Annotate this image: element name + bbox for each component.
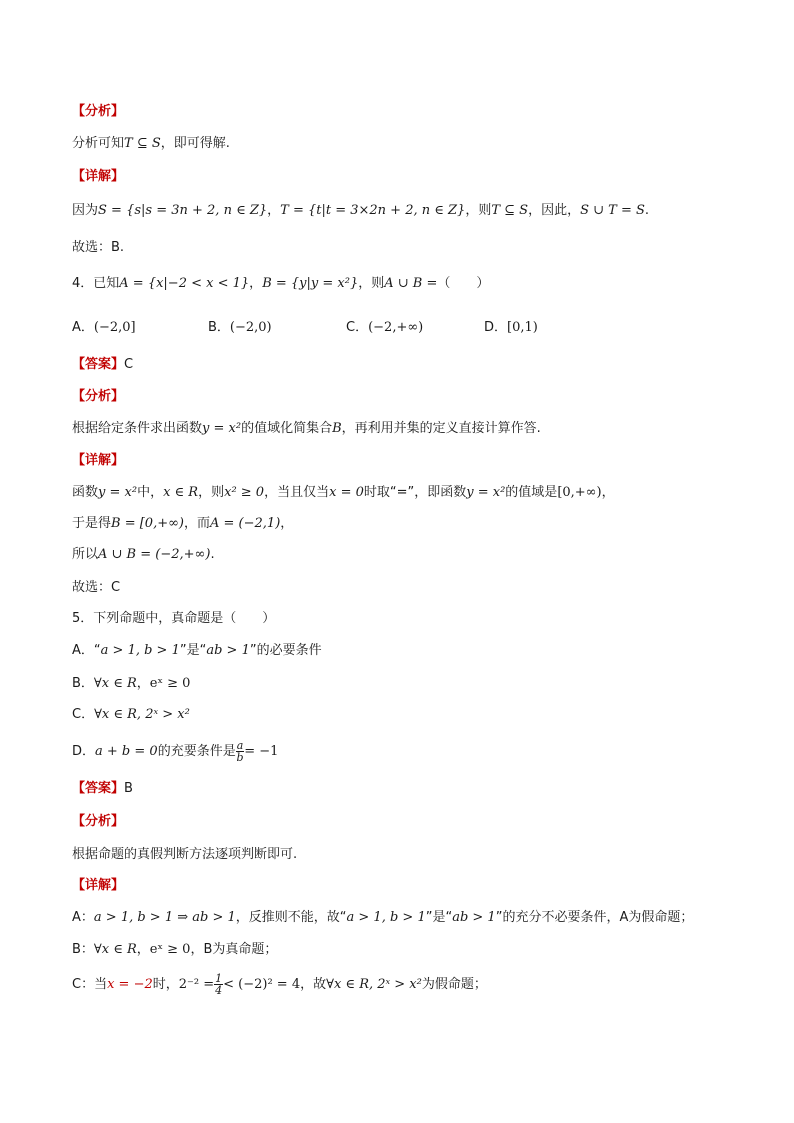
- q4-detail-line2: [72, 514, 293, 534]
- math: y = x²: [466, 485, 506, 500]
- math: x = 0: [329, 485, 364, 500]
- text: ，当且仅当: [264, 485, 330, 500]
- math: ∀x ∈ R, 2ˣ > x²: [326, 977, 422, 992]
- option-label: C．: [72, 707, 95, 722]
- q5-stem: 5．下列命题中，真命题是（ ）: [72, 611, 276, 626]
- numerator: a: [236, 739, 244, 752]
- math: T ⊆ S: [124, 136, 161, 151]
- q4-answer: [72, 355, 133, 375]
- text: ，则: [465, 203, 492, 218]
- option-label: D．: [484, 320, 508, 335]
- text: 所以: [72, 547, 99, 562]
- answer-tag: 【答案】: [72, 357, 125, 372]
- analysis-tag: 【分析】: [72, 104, 125, 119]
- text: （ ）: [437, 276, 490, 291]
- q5-detail-c: [72, 972, 487, 998]
- math: a + b = 0: [95, 744, 158, 759]
- text: ”的充分不必要条件，A为假命题；: [495, 910, 694, 925]
- math: A = {x|−2 < x < 1}: [119, 276, 250, 291]
- math: eˣ ≥ 0: [149, 676, 191, 691]
- answer-tag: 【答案】: [72, 781, 125, 796]
- q4-option-a: [72, 318, 136, 338]
- math: A = (−2,1): [210, 516, 281, 531]
- text: 时取“=”，即函数: [363, 485, 467, 500]
- math: B = [0,+∞): [111, 516, 184, 531]
- text: “: [93, 643, 101, 658]
- math: [0,+∞): [557, 485, 602, 500]
- text: 的值域化简集合: [241, 421, 333, 436]
- text: C：当: [72, 977, 108, 992]
- q5-answer: [72, 779, 133, 799]
- q3-choice: 故选：B.: [72, 240, 125, 255]
- detail-tag: 【详解】: [72, 453, 125, 468]
- text: ，反推则不能，故“: [235, 910, 347, 925]
- text: ，B为真命题；: [190, 942, 278, 957]
- q4-detail-line3: [72, 545, 215, 565]
- math: a > 1, b > 1: [346, 910, 426, 925]
- text: ，即可得解.: [160, 136, 230, 151]
- text: ，: [136, 942, 150, 957]
- math: a > 1, b > 1 ⇒ ab > 1: [93, 910, 236, 925]
- text: 因为: [72, 203, 99, 218]
- text: 函数: [72, 485, 99, 500]
- text: ，: [136, 676, 150, 691]
- option-label: D．: [72, 744, 96, 759]
- math: < (−2)² = 4: [223, 977, 301, 992]
- option-label: A．: [72, 320, 94, 335]
- q5-option-a: [72, 641, 322, 661]
- analysis-tag: 【分析】: [72, 389, 125, 404]
- text: 为假命题；: [421, 977, 487, 992]
- math: = −1: [244, 744, 279, 759]
- math: B = {y|y = x²}: [262, 276, 359, 291]
- q4-choice: 故选：C: [72, 580, 121, 595]
- math: A ∪ B = (−2,+∞): [98, 547, 211, 562]
- text: 的充要条件是: [157, 744, 236, 759]
- q5-option-d: [72, 740, 278, 764]
- math: A ∪ B =: [384, 276, 438, 291]
- option-value: (−2,0): [229, 320, 272, 335]
- math: ∀x ∈ R: [93, 942, 137, 957]
- text: .: [210, 547, 215, 562]
- math: y = x²: [202, 421, 242, 436]
- q4-option-b: [208, 318, 272, 338]
- q5-detail-a: [72, 908, 693, 928]
- math: x² ≥ 0: [224, 485, 265, 500]
- math: ∀x ∈ R, 2ˣ > x²: [94, 707, 190, 722]
- math: y = x²: [98, 485, 138, 500]
- fraction: [214, 973, 223, 996]
- math: ∀x ∈ R: [93, 676, 137, 691]
- text: .: [644, 203, 650, 218]
- text: A：: [72, 910, 94, 925]
- q5-detail-b: [72, 940, 277, 960]
- detail-tag: 【详解】: [72, 169, 125, 184]
- text: ，故: [300, 977, 327, 992]
- math: S = {s|s = 3n + 2, n ∈ Z}: [98, 203, 268, 218]
- q3-analysis-text: [72, 134, 230, 154]
- option-value: (−2,0]: [93, 320, 136, 335]
- text: ，则: [198, 485, 225, 500]
- math: a > 1, b > 1: [100, 643, 180, 658]
- q5-option-c: [72, 705, 190, 725]
- q4-option-d: [484, 318, 538, 338]
- answer-value: B: [124, 781, 133, 796]
- q5-analysis-text: 根据命题的真假判断方法逐项判断即可.: [72, 847, 298, 862]
- math: T ⊆ S: [491, 203, 529, 218]
- math: eˣ ≥ 0: [149, 942, 191, 957]
- text: 于是得: [72, 516, 112, 531]
- text: 中，: [137, 485, 164, 500]
- analysis-tag: 【分析】: [72, 814, 125, 829]
- text: B：: [72, 942, 94, 957]
- math: ab > 1: [206, 643, 250, 658]
- detail-tag: 【详解】: [72, 878, 125, 893]
- text: 时，: [152, 977, 179, 992]
- fraction: [236, 740, 245, 763]
- option-label: B．: [72, 676, 94, 691]
- option-value: [0,1): [507, 320, 538, 335]
- text: 分析可知: [72, 136, 125, 151]
- denominator: 4: [215, 984, 223, 997]
- text: ”是“: [179, 643, 207, 658]
- text: ，: [249, 276, 263, 291]
- q4-analysis-text: [72, 419, 541, 439]
- option-value: (−2,+∞): [368, 320, 424, 335]
- denominator: b: [236, 751, 244, 764]
- q4-detail-line1: [72, 483, 615, 503]
- text: ，而: [184, 516, 211, 531]
- text: 根据给定条件求出函数: [72, 421, 203, 436]
- q3-detail-text: [72, 201, 649, 221]
- text: ，则: [358, 276, 385, 291]
- numerator: 1: [215, 972, 223, 985]
- text: ，因此，: [528, 203, 581, 218]
- option-label: C．: [346, 320, 369, 335]
- math: 2⁻² =: [178, 977, 215, 992]
- option-label: A．: [72, 643, 94, 658]
- text: ，: [267, 203, 281, 218]
- math: T = {t|t = 3×2n + 2, n ∈ Z}: [280, 203, 466, 218]
- text: 的值域是: [505, 485, 558, 500]
- answer-value: C: [124, 357, 134, 372]
- math: B: [332, 421, 342, 436]
- option-label: B．: [208, 320, 230, 335]
- text: ，再利用并集的定义直接计算作答.: [341, 421, 541, 436]
- math: S ∪ T = S: [580, 203, 645, 218]
- q4-option-c: [346, 318, 423, 338]
- math: ab > 1: [452, 910, 496, 925]
- text: ，: [280, 516, 294, 531]
- q4-stem: [72, 274, 489, 294]
- math: x = −2: [107, 977, 153, 992]
- math: x ∈ R: [163, 485, 199, 500]
- q5-option-b: [72, 674, 190, 694]
- text: ”是“: [425, 910, 453, 925]
- text: 4．已知: [72, 276, 120, 291]
- text: ”的必要条件: [249, 643, 322, 658]
- text: ，: [601, 485, 615, 500]
